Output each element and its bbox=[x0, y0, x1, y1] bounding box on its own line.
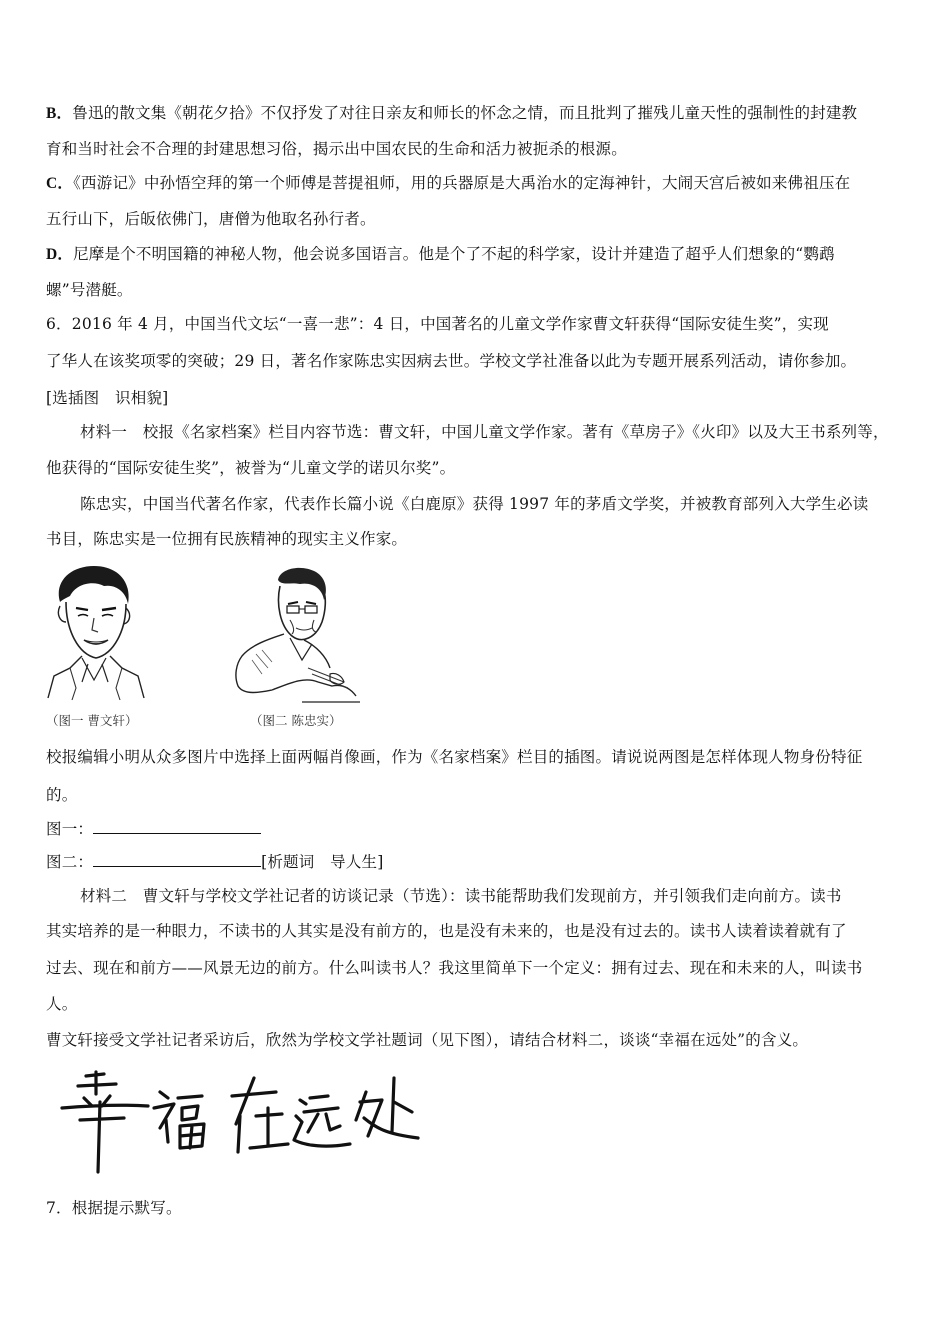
material-2-line-1: 材料二 曹文轩与学校文学社记者的访谈记录（节选）：读书能帮助我们发现前方，并引领我们走向前方。读书 bbox=[80, 887, 842, 905]
caption-figure-2: （图二 陈忠实） bbox=[250, 713, 342, 728]
material-1-line-4: 书目，陈忠实是一位拥有民族精神的现实主义作家。 bbox=[46, 530, 408, 548]
option-c-text-1: 《西游记》中孙悟空拜的第一个师傅是菩提祖师，用的兵器原是大禹治水的定海神针，大闹天宫后被如来佛祖压在 bbox=[73, 174, 851, 192]
option-d-text-1: 尼摩是个不明国籍的神秘人物，他会说多国语言。他是个了不起的科学家，设计并建造了超乎人们想象的“鹦鹉 bbox=[73, 245, 835, 263]
answer-1-label: 图一： bbox=[46, 820, 94, 838]
material-2-line-4: 人。 bbox=[46, 995, 78, 1013]
option-c-line-2: 五行山下，后皈依佛门，唐僧为他取名孙行者。 bbox=[46, 210, 376, 228]
q6-line-1: 6．2016 年 4 月，中国当代文坛“一喜一悲”：4 日，中国著名的儿童文学作家曹文轩获得“国际安徒生奖”，实现 bbox=[46, 315, 829, 333]
option-d-label: D． bbox=[46, 246, 74, 263]
prompt-1-line-2: 的。 bbox=[46, 786, 78, 804]
portrait-chen-zhongshi bbox=[232, 564, 364, 710]
option-d-line-1 bbox=[46, 243, 908, 266]
prompt-1-line-1: 校报编辑小明从众多图片中选择上面两幅肖像画，作为《名家档案》栏目的插图。请说说两图是怎样体现人物身份特征 bbox=[46, 748, 863, 766]
caption-figure-1: （图一 曹文轩） bbox=[46, 713, 138, 728]
option-d-line-2: 螺”号潜艇。 bbox=[46, 281, 133, 299]
material-1-line-3: 陈忠实，中国当代著名作家，代表作长篇小说《白鹿原》获得 1997 年的茅盾文学奖，并被教育部列入大学生必读 bbox=[80, 495, 869, 513]
material-1-line-1: 材料一 校报《名家档案》栏目内容节选：曹文轩，中国儿童文学作家。著有《草房子》《火印》以及大王书系列等， bbox=[80, 423, 889, 441]
section-heading-1: [选插图 识相貌] bbox=[46, 389, 169, 407]
material-2-line-2: 其实培养的是一种眼力，不读书的人其实是没有前方的，也是没有未来的，也是没有过去的。读书人读着读着就有了 bbox=[46, 922, 847, 940]
q6-line-2: 了华人在该奖项零的突破；29 日，著名作家陈忠实因病去世。学校文学社准备以此为专题开展系列活动，请你参加。 bbox=[46, 352, 857, 370]
answer-2-label: 图二： bbox=[46, 853, 94, 871]
option-b-line-1 bbox=[46, 102, 908, 125]
option-c-label: C． bbox=[46, 175, 74, 192]
section-heading-2: [析题词 导人生] bbox=[261, 853, 384, 871]
answer-1-blank[interactable] bbox=[93, 819, 261, 834]
option-b-line-2: 育和当时社会不合理的封建思想习俗，揭示出中国农民的生命和活力被扼杀的根源。 bbox=[46, 140, 627, 158]
material-1-line-2: 他获得的“国际安徒生奖”，被誉为“儿童文学的诺贝尔奖”。 bbox=[46, 459, 456, 477]
option-b-label: B． bbox=[46, 105, 73, 122]
portrait-cao-wenxuan bbox=[46, 562, 146, 702]
option-c-line-1 bbox=[46, 172, 908, 195]
prompt-2: 曹文轩接受文学社记者采访后，欣然为学校文学社题词（见下图），请结合材料二，谈谈“幸福在远处”的含义。 bbox=[46, 1031, 809, 1049]
answer-2-row bbox=[46, 851, 908, 873]
material-2-line-3: 过去、现在和前方——风景无边的前方。什么叫读书人？我这里简单下一个定义：拥有过去、现在和未来的人，叫读书 bbox=[46, 959, 863, 977]
calligraphy-inscription bbox=[56, 1068, 426, 1178]
answer-1-row bbox=[46, 818, 908, 840]
option-b-text-1: 鲁迅的散文集《朝花夕拾》不仅抒发了对往日亲友和师长的怀念之情，而且批判了摧残儿童天性的强制性的封建教 bbox=[72, 104, 858, 122]
q7-line-1: 7．根据提示默写。 bbox=[46, 1199, 182, 1217]
answer-2-blank[interactable] bbox=[93, 852, 261, 867]
